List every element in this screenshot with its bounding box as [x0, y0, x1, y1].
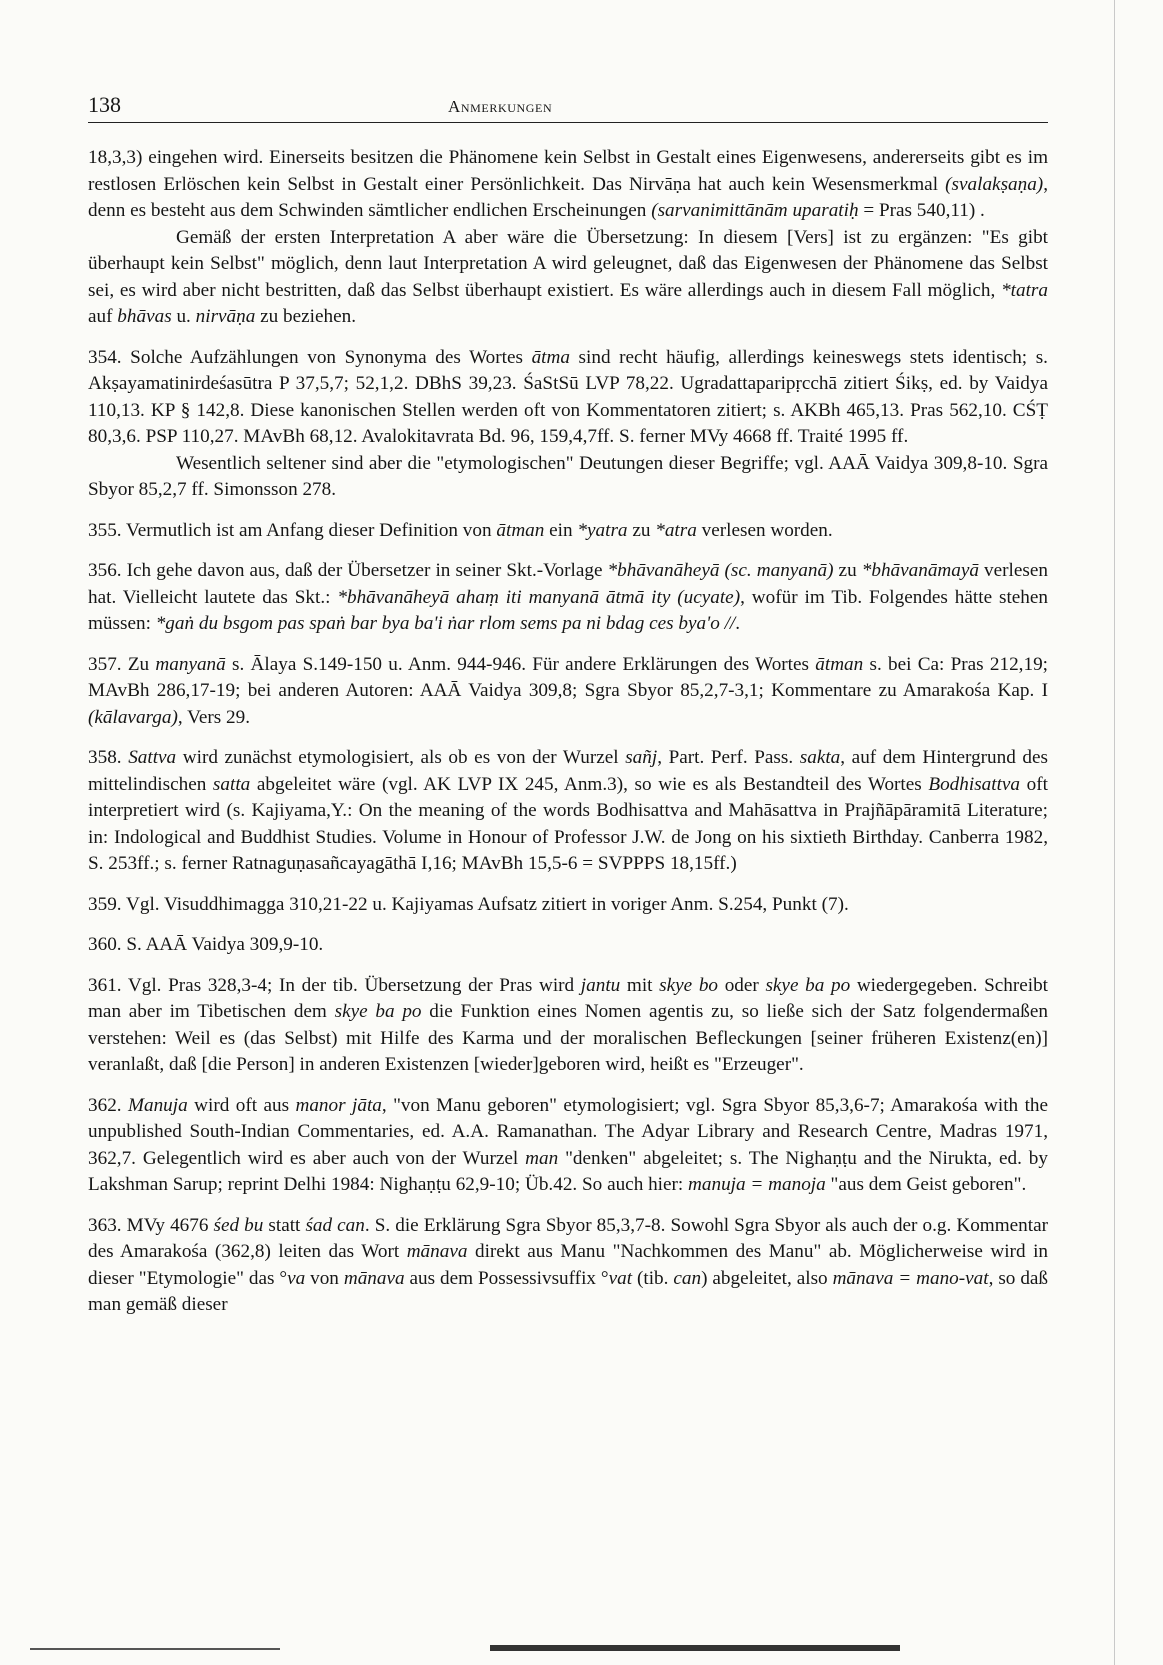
note-354: 354. Solche Aufzählungen von Synonyma des Wortes ātma sind recht häufig, allerdings keineswegs stets identisch; s. Akṣayamatinirdeśasūtra P 37,5,7; 52,1,2. DBhS 39,23. ŚaStSū LVP 78,22. Ugradattaparipṛcchā zitiert Śikṣ, ed. by Vaidya 110,13. KP § 142,8. Diese kanonischen Stellen werden oft von Kommentatoren zitiert; s. AKBh 465,13. Pras 562,10. CŚṬ 80,3,6. PSP 110,27. MAvBh 68,12. Avalokitavrata Bd. 96, 159,4,7ff. S. ferner MVy 4668 ff. Traité 1995 ff.: [88, 346, 1048, 447]
note-363: 363. MVy 4676 śed bu statt śad can. S. die Erklärung Sgra Sbyor 85,3,7-8. Sowohl Sgra Sbyor als auch der o.g. Kommentar des Amarakośa (362,8) leiten das Wort mānava direkt aus Manu "Nachkommen des Manu" ab. Möglicherweise wird in dieser "Etymologie" das °va von mānava aus dem Possessivsuffix °vat (tib. can) abgeleitet, also mānava = mano-vat, so daß man gemäß dieser: [88, 1214, 1049, 1315]
note-356: 356. Ich gehe davon aus, daß der Übersetzer in seiner Skt.-Vorlage *bhāvanāheyā (sc. manyanā) zu *bhāvanāmayā verlesen hat. Vielleicht lautete das Skt.: *bhāvanāheyā ahaṃ iti manyanā ātmā ity (ucyate), wofür im Tib. Folgendes hätte stehen müssen: *gaṅ du bsgom pas spaṅ bar bya ba'i ṅar rlom sems pa ni bdag ces bya'o //.: [88, 560, 1049, 634]
note-358: 358. Sattva wird zunächst etymologisiert, als ob es von der Wurzel sañj, Part. Perf. Pass. sakta, auf dem Hintergrund des mittelindischen satta abgeleitet wäre (vgl. AK LVP IX 245, Anm.3), so wie es als Bestandteil des Wortes Bodhisattva oft interpretiert wird (s. Kajiyama,Y.: On the meaning of the words Bodhisattva and Mahāsattva in Prajñāpāramitā Literature; in: Indological and Buddhist Studies. Volume in Honour of Professor J.W. de Jong on his sixtieth Birthday. Canberra 1982, S. 253ff.; s. ferner Ratnaguṇasañcayagāthā I,16; MAvBh 15,5-6 = SVPPPS 18,15ff.): [88, 747, 1049, 874]
note-361: 361. Vgl. Pras 328,3-4; In der tib. Übersetzung der Pras wird jantu mit skye bo oder skye ba po wiedergegeben. Schreibt man aber im Tibetischen dem skye ba po die Funktion eines Nomen agentis zu, so ließe sich der Satz folgendermaßen verstehen: Weil es (das Selbst) mit Hilfe des Karma und der moralischen Befleckungen [seiner früheren Existenz(en)] veranlaßt, daß [die Person] in anderen Existenzen [wieder]geboren wird, heißt es "Erzeuger".: [88, 974, 1049, 1075]
scan-artifact-left: [30, 1648, 280, 1650]
page: [88, 92, 1048, 1319]
note-362: 362. Manuja wird oft aus manor jāta, "von Manu geboren" etymologisiert; vgl. Sgra Sbyor 85,3,6-7; Amarakośa with the unpublished South-Indian Commentaries, ed. A.A. Ramanathan. The Adyar Library and Research Centre, Madras 1971, 362,7. Gelegentlich wird es aber auch von der Wurzel man "denken" abgeleitet; s. The Nighaṇṭu and the Nirukta, ed. by Lakshman Sarup; reprint Delhi 1984: Nighaṇṭu 62,9-10; Üb.42. So auch hier: manuja = manoja "aus dem Geist geboren".: [88, 1094, 1049, 1195]
running-head: Anmerkungen: [448, 97, 553, 116]
page-number: 138: [88, 92, 121, 117]
note-360: 360. S. AAĀ Vaidya 309,9-10.: [88, 934, 324, 955]
note-359: 359. Vgl. Visuddhimagga 310,21-22 u. Kajiyamas Aufsatz zitiert in voriger Anm. S.254, Punkt (7).: [88, 893, 849, 915]
page-header: [88, 92, 1048, 123]
note-354-paragraph-2: Wesentlich seltener sind aber die "etymologischen" Deutungen dieser Begriffe; vgl. AAĀ Vaidya 309,8-10. Sgra Sbyor 85,2,7 ff. Simonsson 278.: [88, 452, 1048, 500]
scan-artifact-middle: [490, 1645, 900, 1651]
note-357: 357. Zu manyanā s. Ālaya S.149-150 u. Anm. 944-946. Für andere Erklärungen des Wortes ātman s. bei Ca: Pras 212,19; MAvBh 286,17-19; bei anderen Autoren: AAĀ Vaidya 309,8; Sgra Sbyor 85,2,7-3,1; Kommentare zu Amarakośa Kap. I (kālavarga), Vers 29.: [88, 653, 1048, 728]
note-355: 355. Vermutlich ist am Anfang dieser Definition von ātman ein *yatra zu *atra verlesen worden.: [88, 519, 833, 541]
note-353-paragraph-2: Gemäß der ersten Interpretation A aber wäre die Übersetzung: In diesem [Vers] ist zu ergänzen: "Es gibt überhaupt kein Selbst" möglich, denn laut Interpretation A wird geleugnet, daß das Eigenwesen der Phänomene das Selbst sei, es wird aber nicht bestritten, daß das Selbst überhaupt existiert. Es wäre allerdings auch in diesem Fall möglich, *tatra auf bhāvas u. nirvāṇa zu beziehen.: [88, 226, 1048, 327]
note-353-continued: 18,3,3) eingehen wird. Einerseits besitzen die Phänomene kein Selbst in Gestalt eines Eigenwesens, andererseits gibt es im restlosen Erlöschen kein Selbst in Gestalt einer Persönlichkeit. Das Nirvāṇa hat auch kein Wesensmerkmal (svalakṣaṇa), denn es besteht aus dem Schwinden sämtlicher endlichen Erscheinungen (sarvanimittānām uparatiḥ = Pras 540,11) .: [88, 147, 1048, 221]
scan-edge-line: [1114, 0, 1115, 1665]
